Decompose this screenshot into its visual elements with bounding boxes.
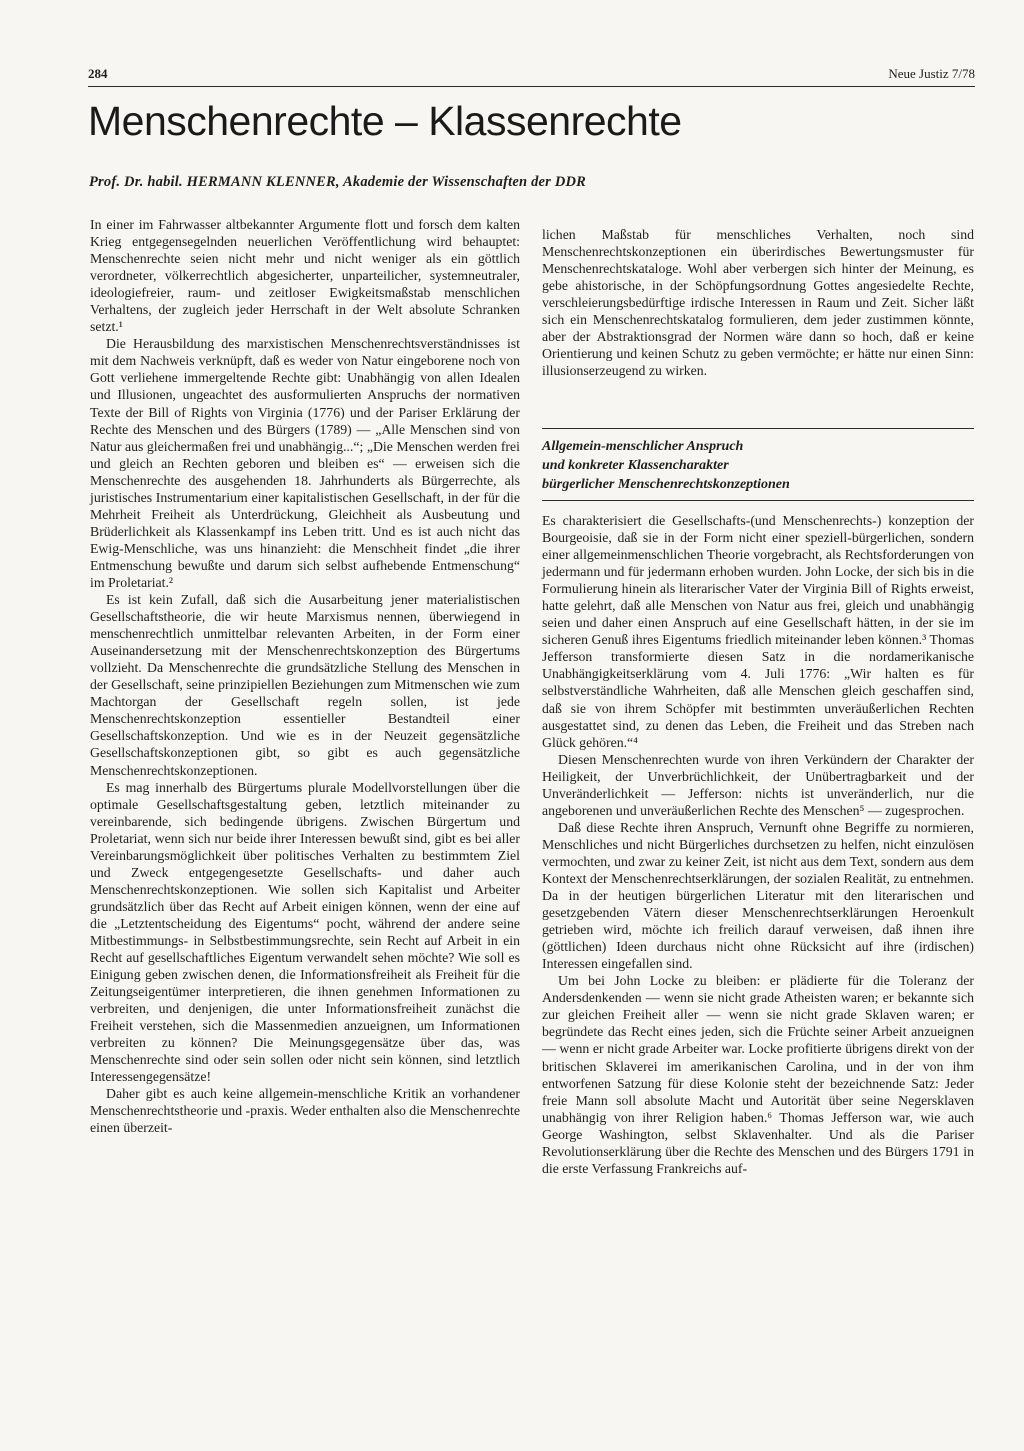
right-column [542, 512, 974, 1177]
header-rule [88, 86, 975, 87]
page-number: 284 [88, 66, 108, 81]
paragraph: Es charakterisiert die Gesellschafts-(und Menschenrechts-) konzeption der Bourgeoisie, daß sie in der Form nicht einer speziell-bürgerlichen, sondern einer allgemeinmenschlichen Theorie vorgebracht, als Rechtsforderungen von jedermann und für jedermann erhoben wurden. John Locke, der sich bis in die Formulierung hinein als literarischer Vater der Virginia Bill of Rights erweist, hatte gelehrt, daß alle Menschen von Natur aus frei, gleich und unabhängig seien und daher einen Anspruch auf eine Gesellschaft hätten, in der sie im sicheren Genuß ihres Eigentums friedlich miteinander leben können.³ Thomas Jefferson transformierte diesen Satz in die nordamerikanische Unabhängigkeitserklärung vom 4. Juli 1776: „Wir halten es für selbstverständliche Wahrheiten, daß alle Menschen gleich geschaffen sind, daß sie von ihrem Schöpfer mit bestimmten unveräußerlichen Rechten ausgestattet sind, zu denen das Leben, die Freiheit und das Streben nach Glück gehören.“⁴ [542, 513, 974, 750]
journal-reference: Neue Justiz 7/78 [888, 66, 975, 81]
article-title: Menschenrechte – Klassenrechte [88, 98, 682, 144]
section-rule-top [542, 428, 974, 429]
right-column-top [542, 226, 974, 379]
paragraph: In einer im Fahrwasser altbekannter Argumente flott und forsch dem kalten Krieg entgegensegelnden neuerlichen Veröffentlichung wird behauptet: Menschenrechte seien nicht mehr und nicht weniger als ein göttlich verordneter, völkerrechtlich abgesicherter, unparteilicher, systemneutraler, ideologiefreier, raum- und zeitloser Ewigkeitsmaßstab menschlichen Verhaltens, der zugleich jeder Herrschaft in der Welt absolute Schranken setzt.¹ [90, 217, 520, 335]
section-heading-box [542, 428, 974, 501]
section-heading: Allgemein-menschlicher Anspruch und konkreter Klassencharakter bürgerlicher Menschenrechtskonzeptionen [542, 439, 790, 492]
paragraph: Daher gibt es auch keine allgemein-menschliche Kritik an vorhandener Menschenrechtstheorie und -praxis. Weder enthalten also die Menschenrechte einen überzeit- [90, 1086, 521, 1136]
paragraph: Es ist kein Zufall, daß sich die Ausarbeitung jener materialistischen Gesellschaftstheorie, die wir heute Marxismus nennen, überwiegend in menschenrechtlich unmittelbar relevanten Arbeiten, in der Form einer Auseinandersetzung mit der Menschenrechtskonzeption des Bürgertums vollzieht. Da Menschenrechte die grundsätzliche Stellung des Menschen in der Gesellschaft, seine prinzipiellen Beziehungen zum Mitmenschen wie zum Machtorgan der Gesellschaft regeln sollen, ist jede Menschenrechtskonzeption essentieller Bestandteil einer Gesellschaftskonzeption. Und wie es in der Neuzeit gegensätzliche Gesellschaftskonzeptionen gibt, so gibt es auch gegensätzliche Menschenrechtskonzeptionen. [90, 592, 520, 778]
paragraph: Daß diese Rechte ihren Anspruch, Vernunft ohne Begriffe zu normieren, Menschliches und nicht Bürgerliches durchsetzen zu helfen, nicht einzulösen vermochten, und zwar zu keiner Zeit, ist nicht aus dem Text, sondern aus dem Kontext der Menschenrechtserklärungen, der sozialen Realität, zu entnehmen. Da in der heutigen bürgerlichen Literatur mit den literarischen und gesetzgebenden Vätern dieser Menschenrechtserklärungen Heroenkult getrieben wird, möchte ich freilich darauf verweisen, daß ihnen ihre (göttlichen) Ideen durchaus nicht ohne Rücksicht auf ihre (irdischen) Interessen eingefallen sind. [542, 819, 974, 972]
paragraph: Es mag innerhalb des Bürgertums plurale Modellvorstellungen über die optimale Gesellschaftsgestaltung geben, letztlich miteinander zu vereinbarende, sich bedingende übrigens. Zwischen Bürgertum und Proletariat, wenn sich nur beide ihrer Interessen bewußt sind, gibt es bei aller Vereinbarungsmöglichkeit über politisches Verhalten zu bestimmtem Ziel und Zweck entgegengesetzte Gesellschafts- und daher auch Menschenrechtskonzeptionen. Wie sollen sich Kapitalist und Arbeiter grundsätzlich über das Recht auf Arbeit einigen können, wenn der eine auf die „Letztentscheidung des Eigentums“ pocht, während der andere seine Mitbestimmungs- in Selbstbestimmungsrechte, sein Recht auf Arbeit in ein Recht auf gesellschaftliches Eigentum verwandelt sehen möchte? Wie soll es Einigung geben zwischen denen, die Informationsfreiheit als Freiheit für die Zeitungseigentümer interpretieren, die ihnen genehmen Informationen zu verbreiten, und denjenigen, die unter Informationsfreiheit zunächst die Freiheit verstehen, sich die Massenmedien anzueignen, um Informationen verbreiten zu können? Die Meinungsgegensätze über das, was Menschenrechte sind oder sein sollen oder nicht sein können, sind letztlich Interessengegensätze! [90, 779, 520, 1085]
author-line: Prof. Dr. habil. HERMANN KLENNER, Akademie der Wissenschaften der DDR [89, 174, 587, 190]
paragraph: Um bei John Locke zu bleiben: er plädierte für die Toleranz der Andersdenkenden — wenn sie nicht grade Atheisten waren; er bekannte sich zur gleichen Freiheit aller — wenn sie nicht grade Sklaven waren; er begründete das Recht eines jeden, sich die Früchte seiner Arbeit anzueignen — wenn er nicht grade Arbeiter war. Locke profitierte übrigens direkt von der britischen Sklaverei im amerikanischen Carolina, und in der von ihm entworfenen Satzung für diese Kolonie steht der bezeichnende Satz: Jeder freie Mann soll absolute Macht und Autorität über seine Negersklaven unabhängig von ihrer Religion haben.⁶ Thomas Jefferson war, wie auch George Washington, selbst Sklavenhalter. Und als die Pariser Revolutionserklärung über die Rechte des Menschen und des Bürgers 1791 in die erste Verfassung Frankreichs auf- [542, 973, 974, 1176]
left-column [90, 216, 520, 1137]
section-rule-bottom [542, 500, 974, 501]
running-header [88, 66, 975, 86]
paragraph: Die Herausbildung des marxistischen Menschenrechtsverständnisses ist mit dem Nachweis verknüpft, daß es weder von Natur eingeborene noch von Gott verliehene immergeltende Rechte gibt: Unabhängig von allen Idealen und Illusionen, ungeachtet des ausformulierten Anspruchs der normativen Texte der Bill of Rights von Virginia (1776) und der Pariser Erklärung der Rechte des Menschen und des Bürgers (1789) — „Alle Menschen sind von Natur aus gleichermaßen frei und unabhängig...“; „Die Menschen werden frei und gleich an Rechten geboren und bleiben es“ — erweisen sich die Menschenrechte des ausgehenden 18. Jahrhunderts als Bürgerrechte, als juristisches Instrumentarium einer kapitalistischen Gesellschaft, in der für die Mehrheit Freiheit als Unterdrückung, Gleichheit als Ausbeutung und Brüderlichkeit als Klassenkampf ins Leben tritt. Und es ist auch nicht das Ewig-Menschliche, was uns hinanzieht: die Menschheit findet „die ihrer Entmenschung bewußte und darum sich selbst aufhebende Entmenschung“ im Proletariat.² [90, 336, 520, 590]
paragraph: Diesen Menschenrechten wurde von ihren Verkündern der Charakter der Heiligkeit, der Unverbrüchlichkeit, der Unübertragbarkeit und der Unveränderlichkeit — Jefferson: nichts ist unveränderlich, nur die angeborenen und unveräußerlichen Rechte des Menschen⁵ — zugesprochen. [542, 751, 974, 818]
paragraph: lichen Maßstab für menschliches Verhalten, noch sind Menschenrechtskonzeptionen ein überirdisches Bewertungsmuster für Menschenrechtskataloge. Wohl aber verbergen sich hinter der Meinung, es gebe ahistorische, in der Schöpfungsordnung Gottes angesiedelte Rechte, verschleierungsbedürftige irdische Interessen in Raum und Zeit. Sicher läßt sich ein Menschenrechtskatalog formulieren, dem jeder zustimmen könnte, aber der Abstraktionsgrad der Normen wäre dann so hoch, daß er keine Orientierung und keinen Schutz zu geben vermöchte; er hätte nur einen Sinn: illusionserzeugend zu wirken. [542, 227, 974, 379]
